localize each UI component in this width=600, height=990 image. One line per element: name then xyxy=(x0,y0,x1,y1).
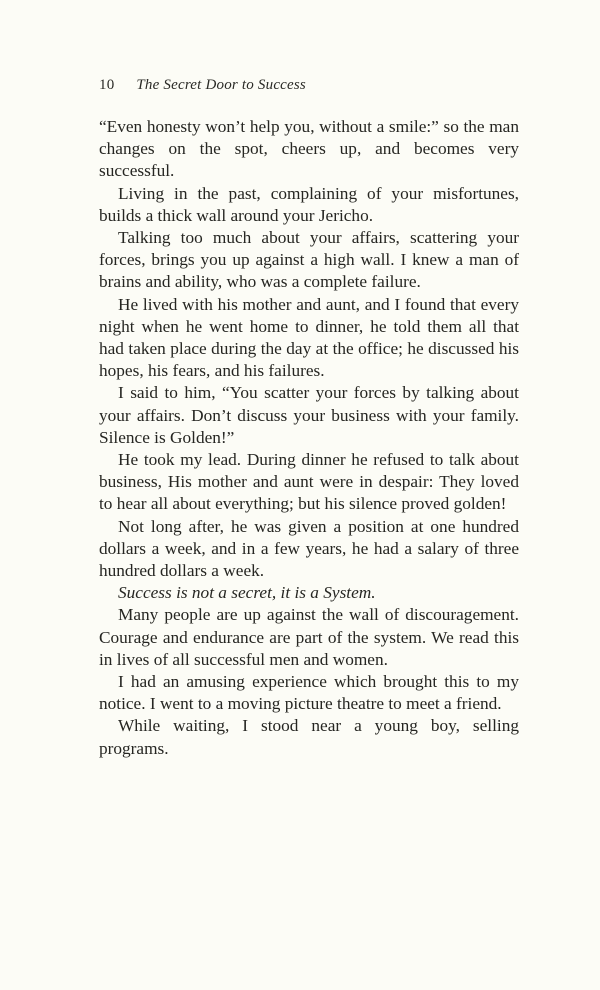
paragraph: I said to him, “You scatter your forces by talking about your affairs. Don’t discuss your business with your family. Silence is Golden!” xyxy=(99,383,519,447)
paragraph: Talking too much about your affairs, scattering your forces, brings you up against a high wall. I knew a man of brains and ability, who was a complete failure. xyxy=(99,228,519,292)
paragraph: Not long after, he was given a position at one hundred dollars a week, and in a few years, he had a salary of three hundred dollars a week. xyxy=(99,516,519,581)
paragraph: He lived with his mother and aunt, and I found that every night when he went home to dinner, he told them all that had taken place during the day at the office; he discussed his hopes, his fears, and his failures. xyxy=(99,294,519,381)
page-number: 10 xyxy=(99,77,115,93)
paragraph: Living in the past, complaining of your misfortunes, builds a thick wall around your Jericho. xyxy=(99,183,519,225)
paragraph: I had an amusing experience which brought this to my notice. I went to a moving picture theatre to meet a friend. xyxy=(99,672,519,714)
paragraph: “Even honesty won’t help you, without a smile:” so the man changes on the spot, cheers up, and becomes very successful. xyxy=(99,117,519,181)
paragraph: Many people are up against the wall of discouragement. Courage and endurance are part of the system. We read this in lives of all successful men and women. xyxy=(99,605,519,669)
paragraph: While waiting, I stood near a young boy, selling programs. xyxy=(99,716,519,758)
running-header xyxy=(99,77,306,94)
page-body xyxy=(99,116,519,760)
paragraph: He took my lead. During dinner he refused to talk about business, His mother and aunt were in despair: They loved to hear all about everything; but his silence proved golden! xyxy=(99,450,519,514)
book-title: The Secret Door to Success xyxy=(136,77,306,93)
italic-maxim: Success is not a secret, it is a System. xyxy=(118,583,376,603)
